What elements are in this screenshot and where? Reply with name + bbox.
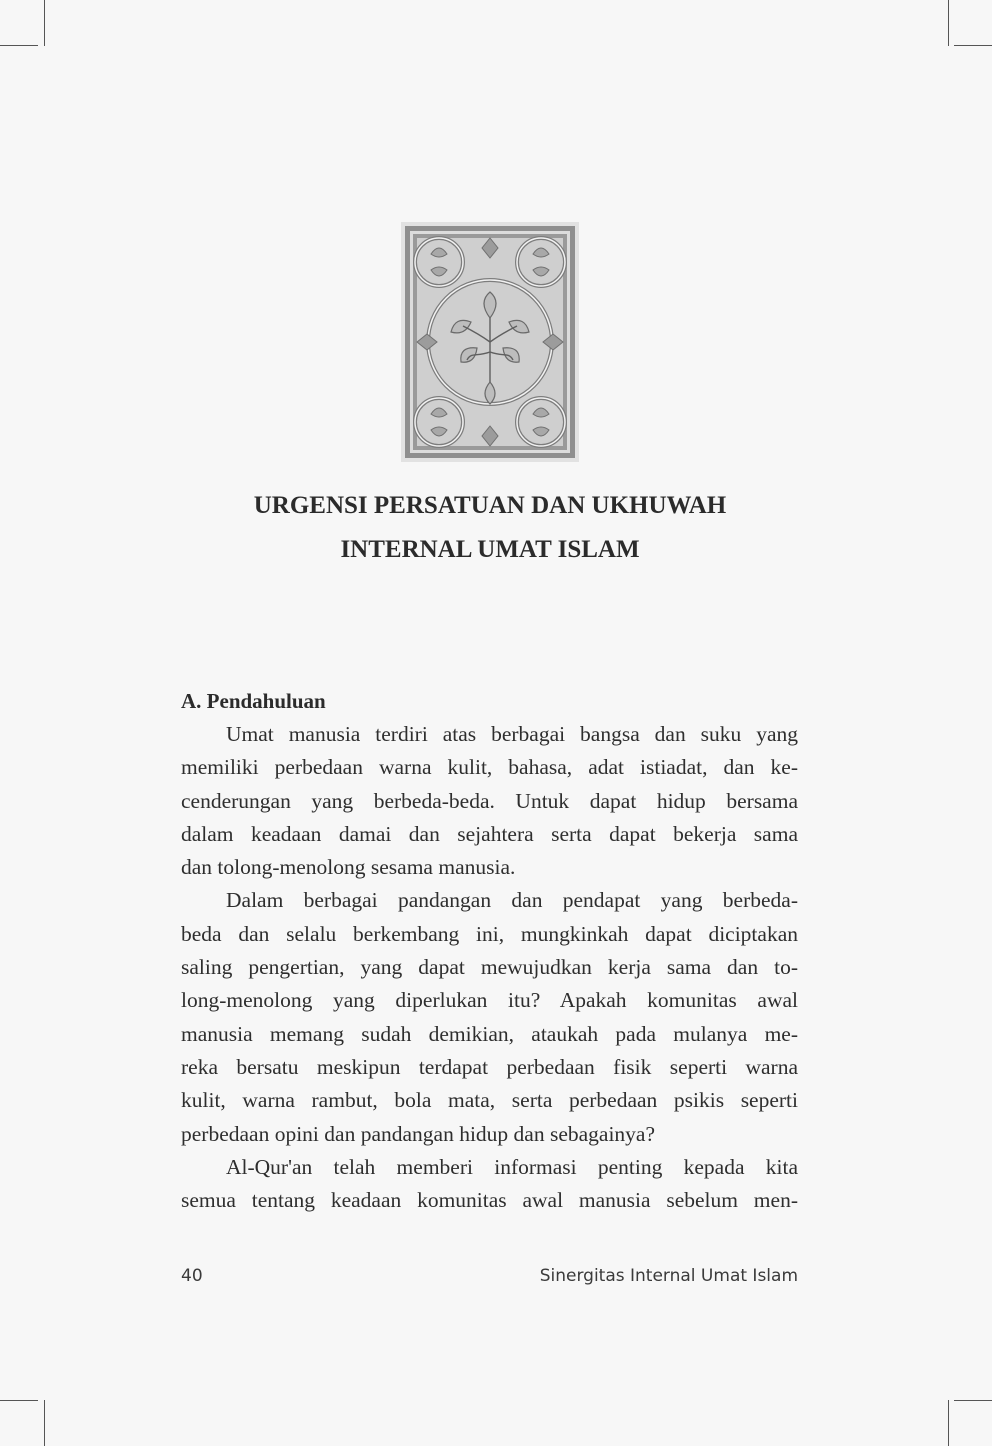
text-line: semua tentang keadaan komunitas awal manusia sebelum men- bbox=[181, 1188, 798, 1213]
chapter-title-line-1: URGENSI PERSATUAN DAN UKHUWAH bbox=[253, 492, 727, 519]
crop-mark bbox=[954, 1400, 992, 1401]
paragraph bbox=[181, 1151, 798, 1218]
text-line: dalam keadaan damai dan sejahtera serta dapat bekerja sama bbox=[181, 821, 798, 846]
text-line: perbedaan opini dan pandangan hidup dan sebagainya? bbox=[181, 1121, 656, 1146]
crop-mark bbox=[0, 45, 38, 46]
text-line: long-menolong yang diperlukan itu? Apakah komunitas awal bbox=[181, 988, 798, 1013]
paragraph bbox=[181, 718, 798, 884]
text-line: kulit, warna rambut, bola mata, serta perbedaan psikis seperti bbox=[181, 1088, 798, 1113]
text-line: saling pengertian, yang dapat mewujudkan kerja sama dan to- bbox=[181, 955, 798, 980]
crop-mark bbox=[44, 1400, 45, 1446]
text-line: beda dan selalu berkembang ini, mungkinkah dapat diciptakan bbox=[181, 921, 798, 946]
running-title: Sinergitas Internal Umat Islam bbox=[539, 1266, 798, 1286]
text-line: Al-Qur'an telah memberi informasi penting kepada kita bbox=[226, 1154, 798, 1179]
crop-mark bbox=[948, 0, 949, 46]
paragraph bbox=[181, 884, 798, 1150]
text-line: manusia memang sudah demikian, ataukah pada mulanya me- bbox=[181, 1021, 798, 1046]
crop-mark bbox=[0, 1400, 38, 1401]
chapter-title bbox=[180, 484, 800, 572]
chapter-ornament bbox=[401, 222, 579, 462]
text-line: Umat manusia terdiri atas berbagai bangsa dan suku yang bbox=[226, 722, 798, 746]
text-line: memiliki perbedaan warna kulit, bahasa, adat istiadat, dan ke- bbox=[181, 755, 798, 780]
text-line: reka bersatu meskipun terdapat perbedaan fisik seperti warna bbox=[181, 1054, 798, 1079]
text-line: cenderungan yang berbeda-beda. Untuk dapat hidup bersama bbox=[181, 788, 798, 813]
page-footer bbox=[181, 1266, 798, 1292]
text-line: Dalam berbagai pandangan dan pendapat yang berbeda- bbox=[226, 888, 798, 913]
crop-mark bbox=[948, 1400, 949, 1446]
chapter-title-line-2: INTERNAL UMAT ISLAM bbox=[340, 536, 640, 563]
crop-mark bbox=[954, 45, 992, 46]
floral-arabesque-ornament-icon bbox=[401, 222, 579, 462]
body-text bbox=[181, 718, 798, 1217]
page-number: 40 bbox=[181, 1266, 203, 1286]
text-line: dan tolong-menolong sesama manusia. bbox=[181, 855, 516, 880]
section-heading: A. Pendahuluan bbox=[181, 689, 326, 713]
crop-mark bbox=[44, 0, 45, 46]
